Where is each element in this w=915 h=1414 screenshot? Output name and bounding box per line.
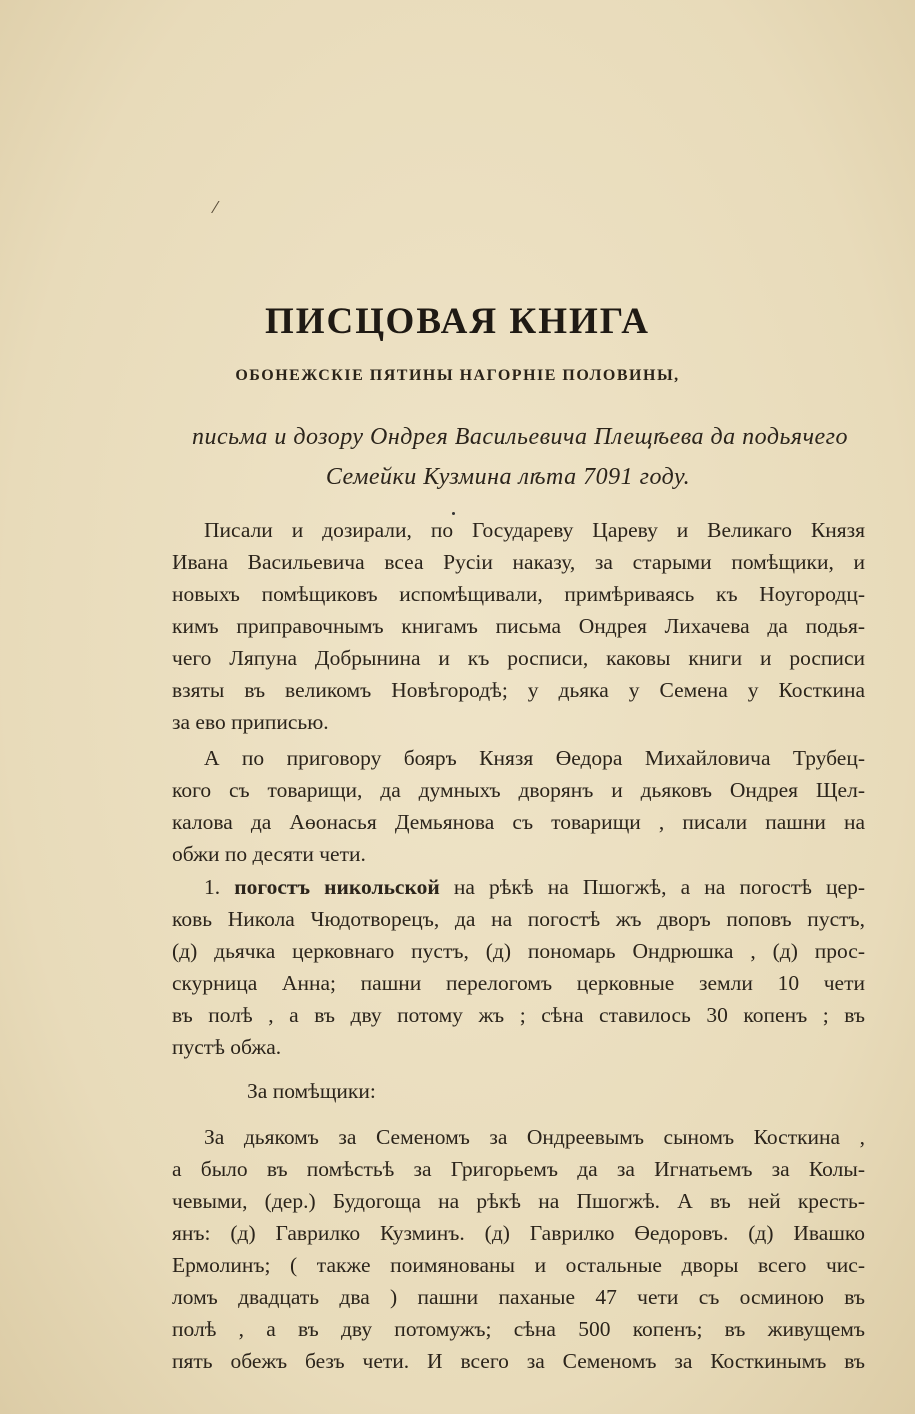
page-subtitle: ОБОНЕЖСКІЕ ПЯТИНЫ НАГОРНІЕ ПОЛОВИНЫ, <box>235 367 680 384</box>
para1-line: Ивана Васильевича всеа Русіи наказу, за старыми помѣщики, и <box>172 550 865 574</box>
para2-line: обжи по десяти чети. <box>172 842 366 866</box>
para1-line: Писали и дозирали, по Государеву Цареву и Великаго Князя <box>204 518 865 542</box>
entry-heading: погостъ никольской <box>234 875 440 899</box>
para4-line: а было въ помѣстьѣ за Григорьемъ да за Игнатьемъ за Колы- <box>172 1157 865 1181</box>
para4-line: янъ: (д) Гаврилко Кузминъ. (д) Гаврилко Өедоровъ. (д) Ивашко <box>172 1221 865 1245</box>
para3-line: скурница Анна; пашни перелогомъ церковные земли 10 чети <box>172 971 865 995</box>
byline-line-1: письма и дозору Ондрея Васильевича Плещѣева да подьячего <box>191 424 849 450</box>
separator-dot <box>452 512 455 515</box>
para4-line: ломъ двадцать два ) пашни паханые 47 чети съ осминою въ <box>172 1285 865 1309</box>
para4-line: пять обежъ безъ чети. И всего за Семеномъ за Косткинымъ въ <box>172 1349 865 1373</box>
entry-number: 1. <box>204 875 221 899</box>
entry-line1-text: на рѣкѣ на Пшогжѣ, а на погостѣ цер- <box>453 875 865 899</box>
para4-line: За дьякомъ за Семеномъ за Ондреевымъ сыномъ Косткина , <box>204 1125 865 1149</box>
para4-line: Ермолинъ; ( также поимянованы и остальные дворы всего чис- <box>172 1253 865 1277</box>
para1-line: кимъ приправочнымъ книгамъ письма Ондрея Лихачева да подья- <box>172 614 865 638</box>
para1-line: чего Ляпуна Добрынина и къ росписи, каковы книги и росписи <box>172 646 865 670</box>
para4-line: полѣ , а въ дву потомужъ; сѣна 500 копенъ; въ живущемъ <box>172 1317 865 1341</box>
pencil-mark: ⁄ <box>214 198 217 217</box>
section-heading: За помѣщики: <box>247 1079 376 1103</box>
para2-line: А по приговору бояръ Князя Өедора Михайловича Трубец- <box>204 746 865 770</box>
para4-line: чевыми, (дер.) Будогоща на рѣкѣ на Пшогжѣ. А въ ней кресть- <box>172 1189 865 1213</box>
para2-line: кого съ товарищи, да думныхъ дворянъ и дьяковъ Ондрея Щел- <box>172 778 865 802</box>
para1-line: взяты въ великомъ Новѣгородѣ; у дьяка у Семена у Косткина <box>172 678 865 702</box>
para3-line: ковь Никола Чюдотворецъ, да на погостѣ жъ дворъ поповъ пустъ, <box>172 907 865 931</box>
page-title: ПИСЦОВАЯ КНИГА <box>264 301 650 342</box>
para3-line <box>204 875 865 905</box>
para1-line: новыхъ помѣщиковъ испомѣщивали, примѣриваясь къ Ноугородц- <box>172 582 865 606</box>
para3-line: въ полѣ , а въ дву потому жъ ; сѣна ставилось 30 копенъ ; въ <box>172 1003 865 1027</box>
para1-line: за ево приписью. <box>172 710 329 734</box>
byline-line-2: Семейки Кузмина лѣта 7091 году. <box>325 464 691 490</box>
para3-line: пустѣ обжа. <box>172 1035 282 1059</box>
para3-line: (д) дьячка церковнаго пустъ, (д) пономарь Ондрюшка , (д) прос- <box>172 939 865 963</box>
para2-line: калова да Аөонасья Демьянова съ товарищи , писали пашни на <box>172 810 865 834</box>
